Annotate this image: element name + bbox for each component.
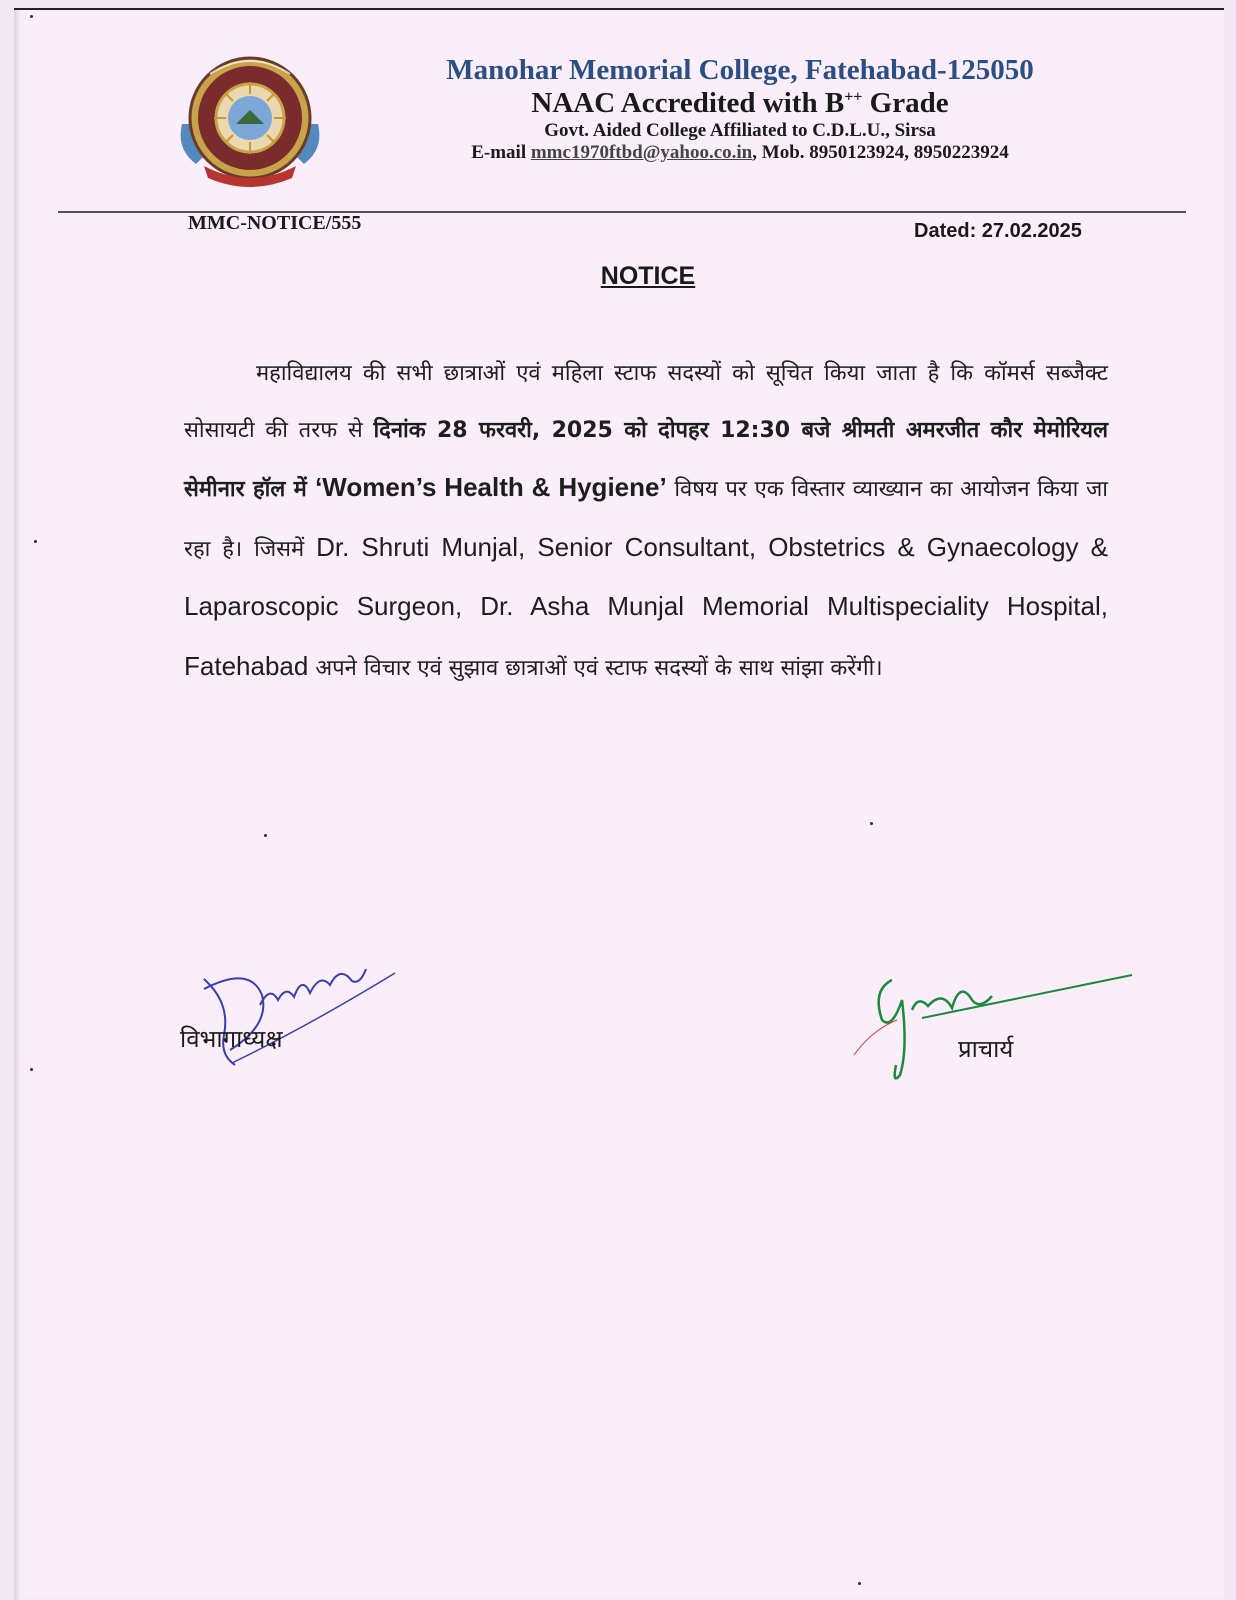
scan-speck — [30, 1068, 33, 1071]
hod-signature — [190, 955, 410, 1075]
scan-speck — [30, 15, 33, 18]
scan-speck — [858, 1582, 861, 1585]
principal-signature — [852, 960, 1142, 1090]
college-seal-logo — [176, 54, 324, 190]
affiliation-line: Govt. Aided College Affiliated to C.D.L.U., Sirsa — [544, 120, 936, 141]
notice-title: NOTICE — [600, 262, 696, 290]
college-name: Manohar Memorial College, Fatehabad-125050 — [446, 54, 1034, 86]
scan-speck — [870, 822, 873, 825]
contact-line: E-mail mmc1970ftbd@yahoo.co.in, Mob. 8950123924, 8950223924 — [471, 142, 1009, 163]
document-paper — [14, 10, 1224, 1600]
principal-label: प्राचार्य — [958, 1035, 1014, 1063]
letterhead — [400, 54, 1080, 164]
scan-speck — [34, 540, 37, 543]
hod-label: विभागाध्यक्ष — [180, 1025, 283, 1053]
email-link[interactable]: mmc1970ftbd@yahoo.co.in — [530, 142, 753, 163]
notice-date: Dated: 27.02.2025 — [914, 220, 1082, 242]
scan-speck — [264, 834, 267, 837]
naac-accreditation: NAAC Accredited with B++ Grade — [531, 87, 949, 119]
notice-body: महाविद्यालय की सभी छात्राओं एवं महिला स्टाफ सदस्यों को सूचित किया जाता है कि कॉमर्स सब्जैक्ट सोसायटी की तरफ से दिनांक 28 फरवरी, 2025 को दोपहर 12:30 बजे श्रीमती अमरजीत कौर मेमोरियल सेमीनार हॉल में ‘Women’s Health & Hygiene’ विषय पर एक विस्तार व्याख्यान का आयोजन किया जा रहा है। जिसमें Dr. Shruti Munjal, Senior Consultant, Obstetrics & Gynaecology & Laparoscopic Surgeon, Dr. Asha Munjal Memorial Multispeciality Hospital, Fatehabad अपने विचार एवं सुझाव छात्राओं एवं स्टाफ सदस्यों के साथ सांझा करेंगी। — [184, 361, 1108, 681]
notice-number: MMC-NOTICE/555 — [188, 212, 362, 234]
